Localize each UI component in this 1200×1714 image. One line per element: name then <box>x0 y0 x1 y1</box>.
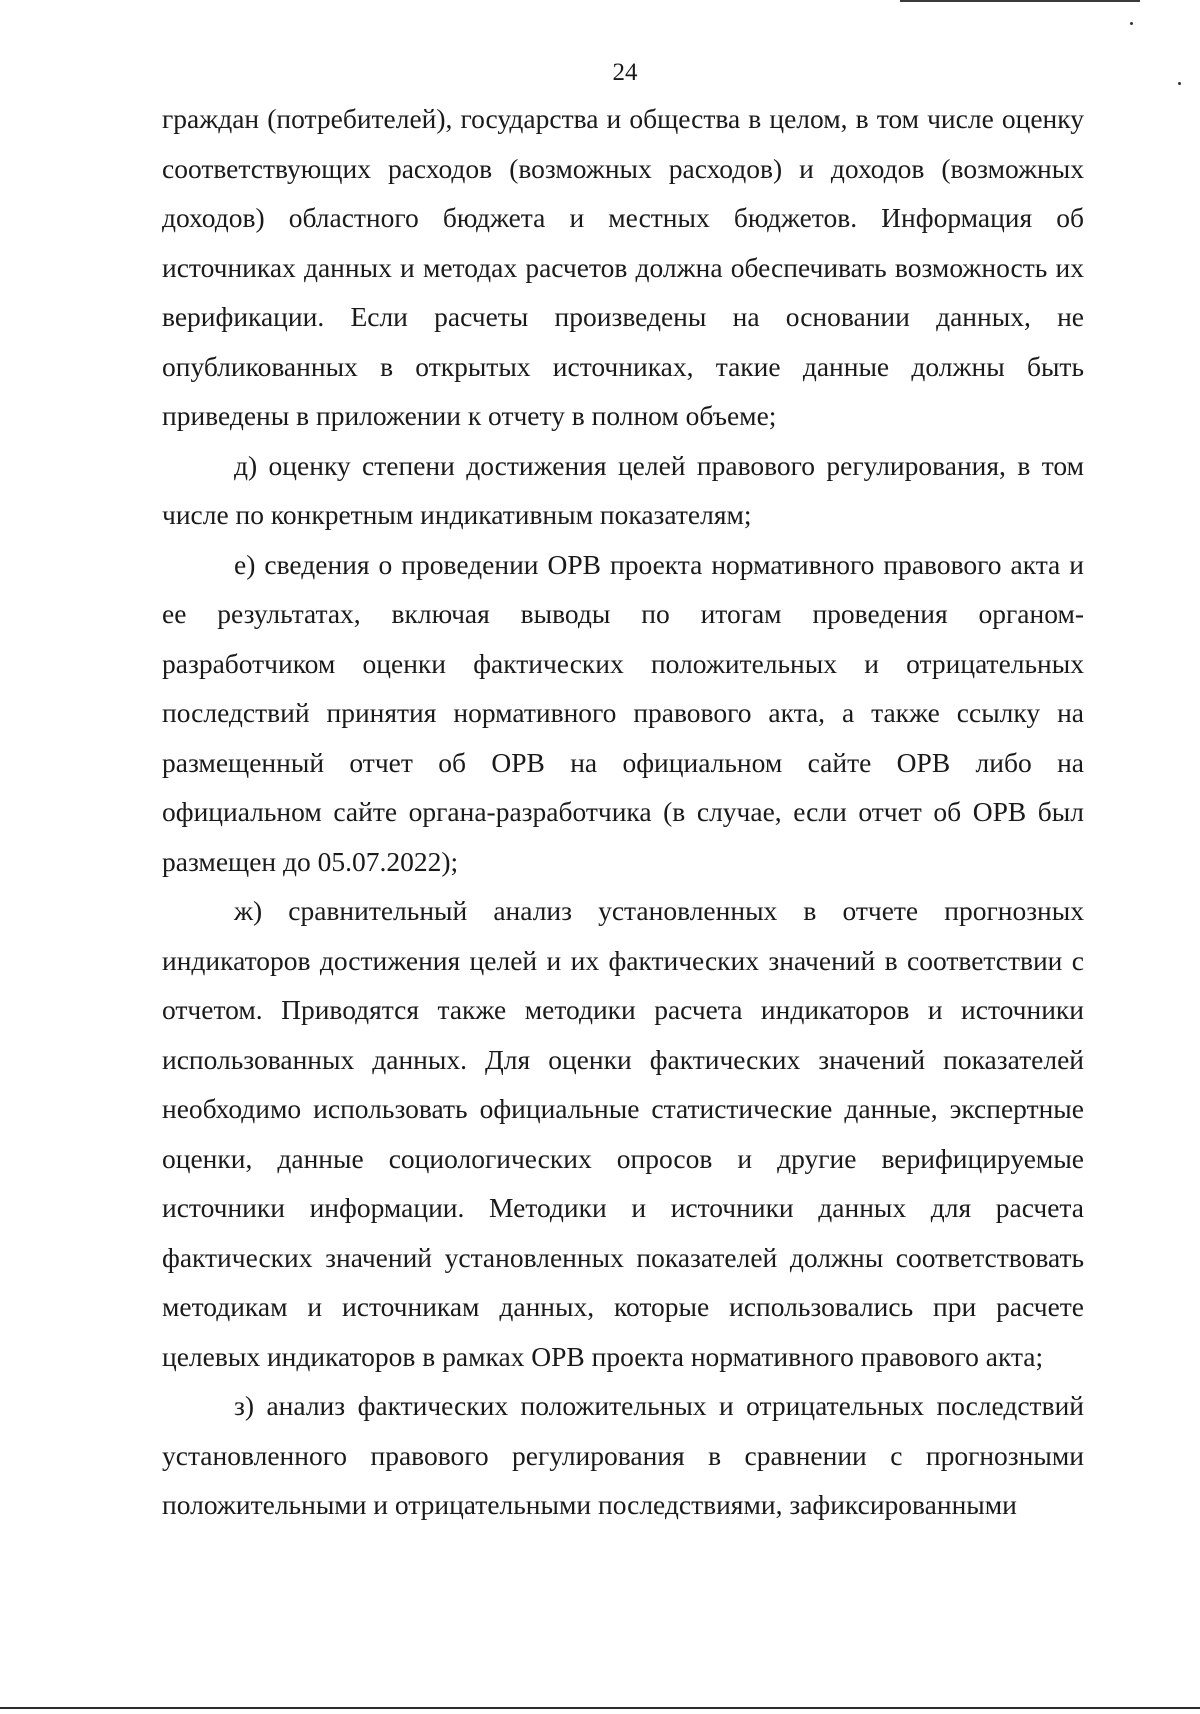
scan-edge-line-top <box>900 0 1140 2</box>
document-body <box>162 94 1084 1530</box>
paragraph: е) сведения о проведении ОРВ проекта нормативного правового акта и ее результатах, включая выводы по итогам проведения органом-разработчиком оценки фактических положительных и отрицательных последствий принятия нормативного правового акта, а также ссылку на размещенный отчет об ОРВ на официальном сайте ОРВ либо на официальном сайте органа-разработчика (в случае, если отчет об ОРВ был размещен до 05.07.2022); <box>162 548 1084 877</box>
paragraph: ж) сравнительный анализ установленных в отчете прогнозных индикаторов достижения целей и их фактических значений в соответствии с отчетом. Приводятся также методики расчета индикаторов и источники использованных данных. Для оценки фактических значений показателей необходимо использовать официальные статистические данные, экспертные оценки, данные социологических опросов и другие верифицируемые источники информации. Методики и источники данных для расчета фактических значений установленных показателей должны соответствовать методикам и источникам данных, которые использовались при расчете целевых индикаторов в рамках ОРВ проекта нормативного правового акта; <box>162 895 1084 1372</box>
page-number: 24 <box>612 59 638 86</box>
paragraph: граждан (потребителей), государства и общества в целом, в том числе оценку соответствующих расходов (возможных расходов) и доходов (возможных доходов) областного бюджета и местных бюджетов. Информация об источниках данных и методах расчетов должна обеспечивать возможность их верификации. Если расчеты произведены на основании данных, не опубликованных в открытых источниках, такие данные должны быть приведены в приложении к отчету в полном объеме; <box>162 103 1084 431</box>
scan-speck <box>1130 22 1133 25</box>
paragraph: д) оценку степени достижения целей правового регулирования, в том числе по конкретным индикативным показателям; <box>162 449 1084 530</box>
scan-edge-line-bottom <box>0 1707 1200 1709</box>
paragraph: з) анализ фактических положительных и отрицательных последствий установленного правового регулирования в сравнении с прогнозными положительными и отрицательными последствиями, зафиксированными <box>162 1390 1084 1520</box>
